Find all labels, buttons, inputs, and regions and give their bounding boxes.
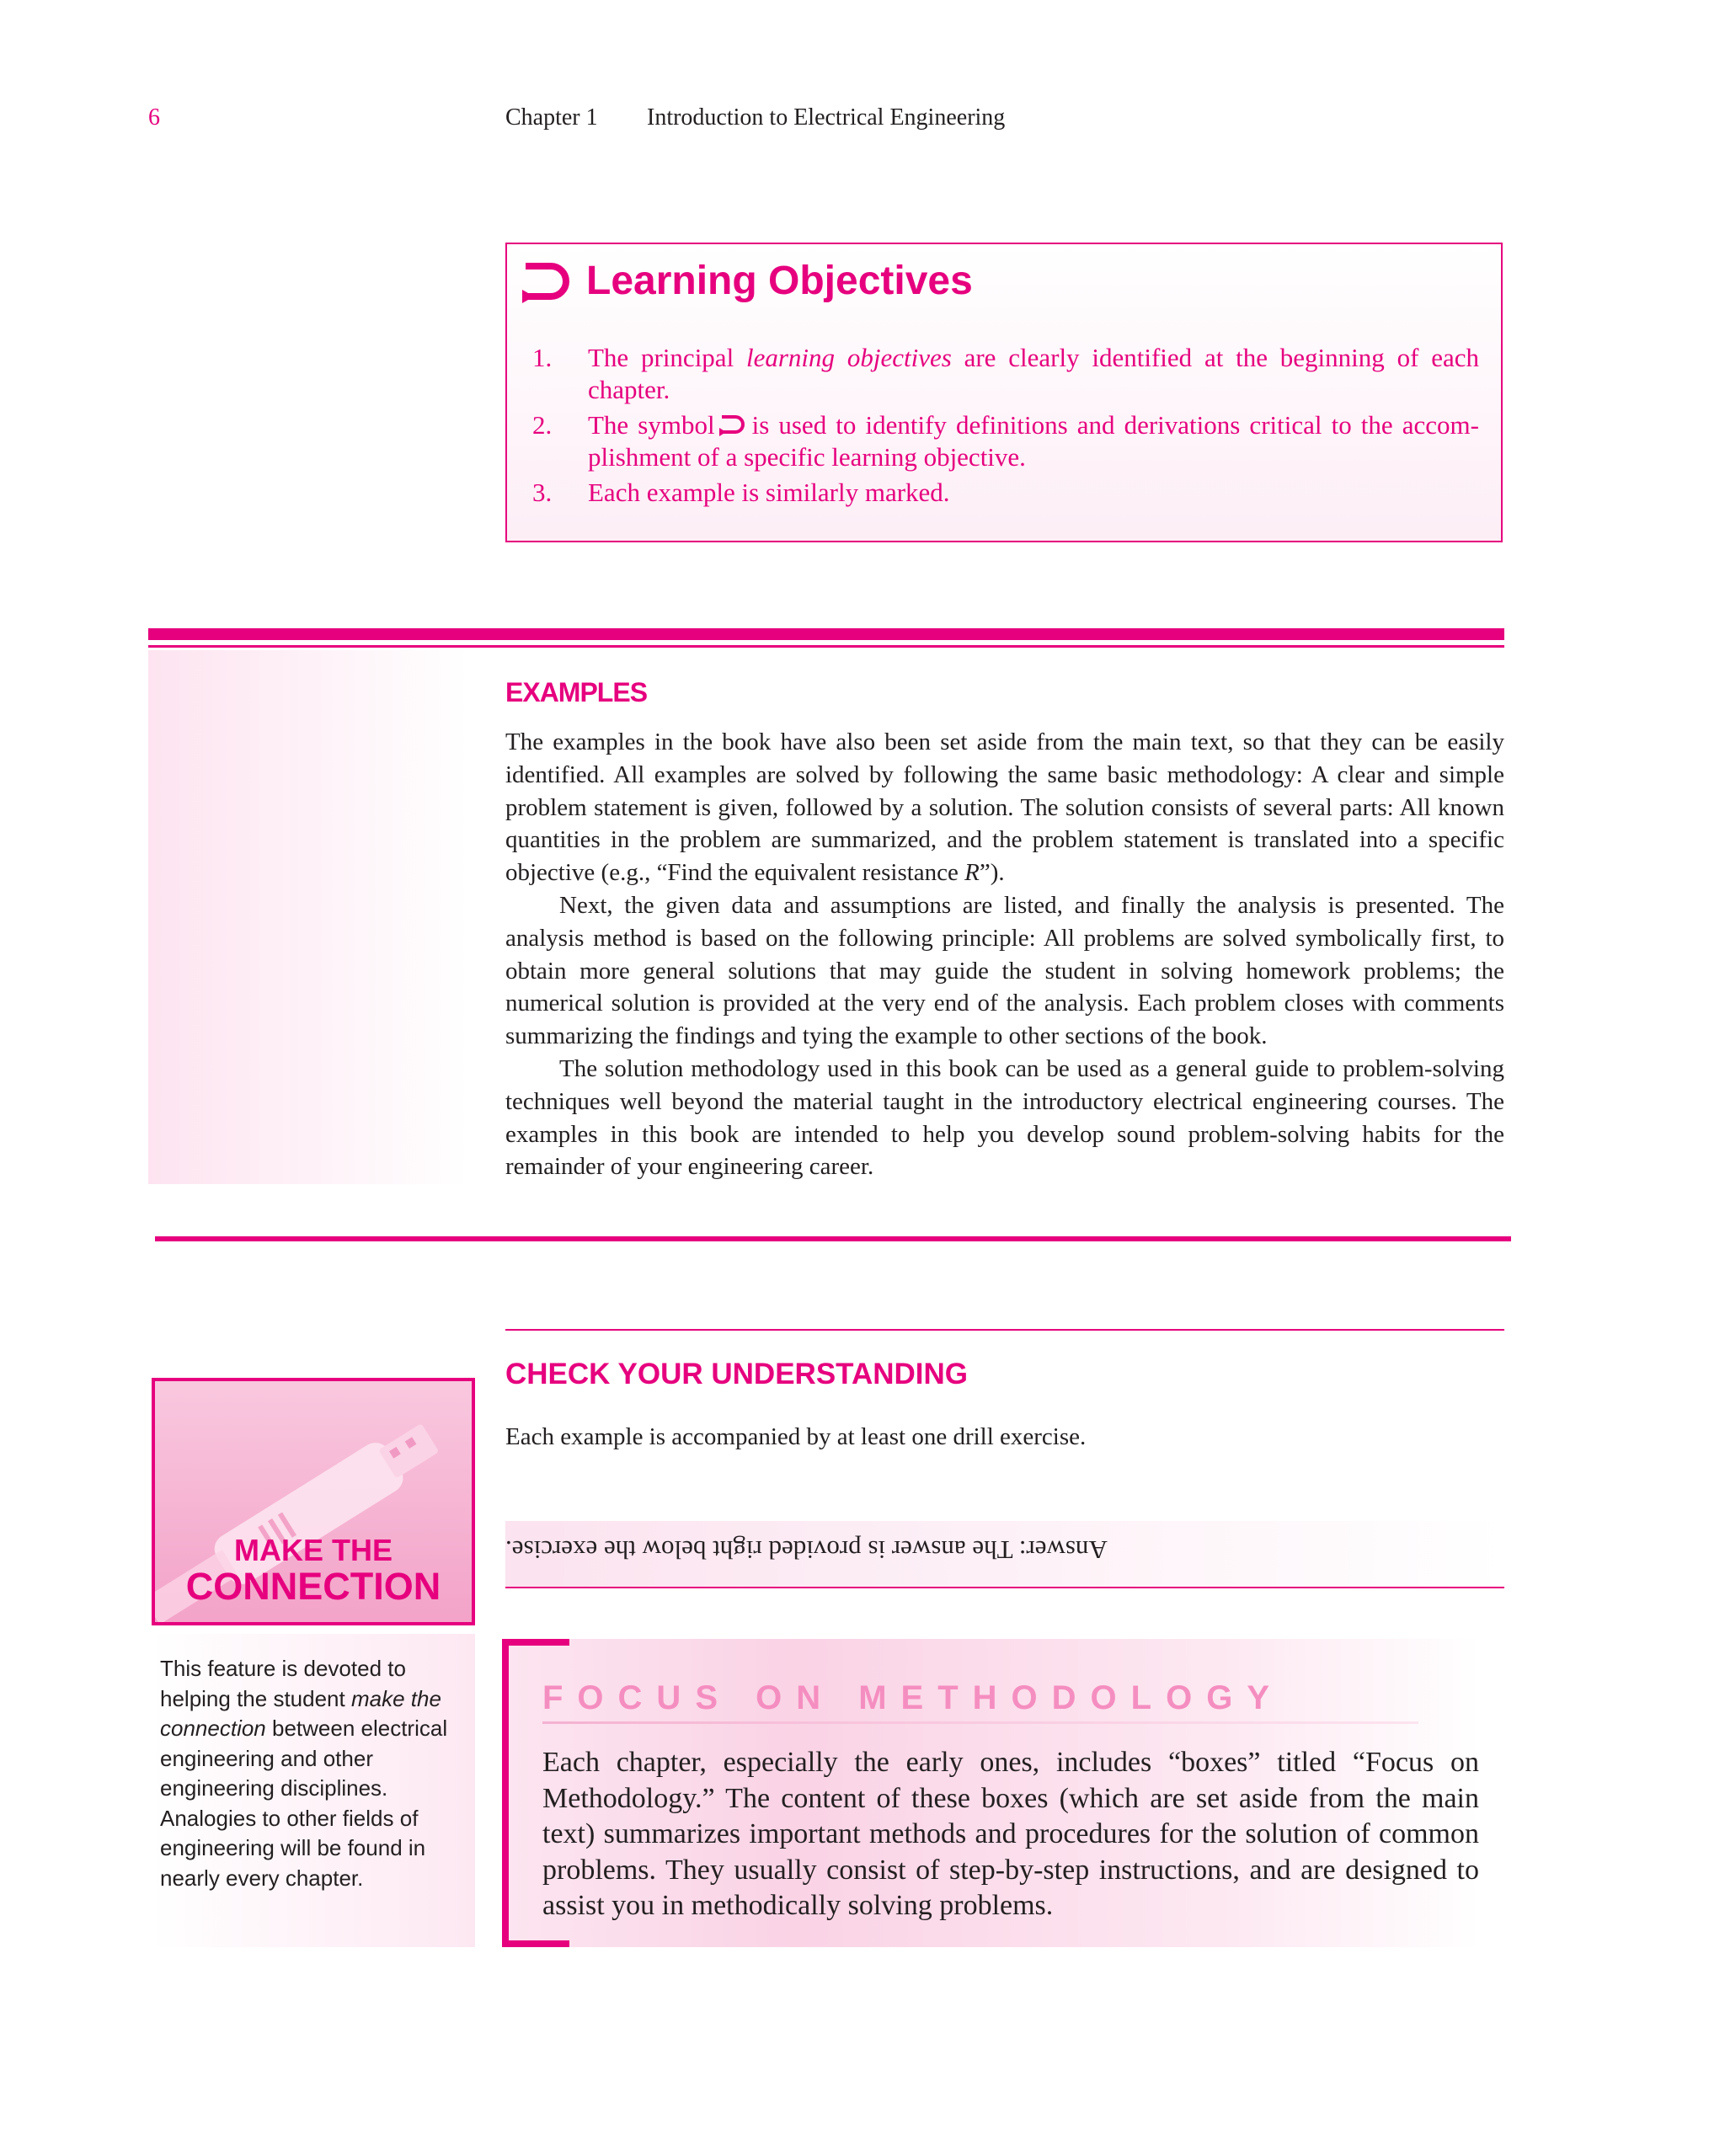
chapter-title: Introduction to Electrical Engineering [647,104,1006,131]
examples-margin-shade [148,650,468,1184]
focus-methodology-text: Each chapter, especially the early ones, includes “boxes” titled “Focus on Methodology.” The content of these boxes (which are set aside from the main text) summarizes important methods and procedures for the solution of common problems. They usually consist of step-by-step instructions, and are designed to assist you in methodically solving problems. [542,1747,1479,1921]
make-connection-text: This feature is devoted to helping the student make the connection between electrical engineering and other engineering disciplines. Analogies to other fields of engineering will be found in nearly every chapter. [160,1656,448,1891]
focus-methodology-bracket [502,1639,509,1947]
check-understanding-top-rule [505,1329,1504,1331]
page-number: 6 [148,104,160,131]
check-understanding-text: Each example is accompanied by at least one drill exercise. [505,1423,1087,1450]
examples-body [505,726,1504,1183]
curved-arrow-icon [718,412,749,437]
objective-text: The symbol is used to identify definitions and derivations critical to the accom-plishment of a specific learning objective. [588,410,1479,472]
curved-arrow-icon [522,256,574,307]
examples-paragraph: The examples in the book have also been set aside from the main text, so that they can be easily identified. All examples are solved by following the same basic methodology: A clear and simple problem statement is given, followed by a solution. The solution consists of several parts: All known quantities in the problem are summarized, and the problem statement is translated into a specific objective (e.g., “Find the equivalent resistance R”). [505,728,1504,887]
objective-number: 1. [532,343,553,372]
make-connection-title-line1: MAKE THE [234,1533,393,1567]
examples-bottom-rule [155,1236,1511,1241]
running-head [505,104,1005,131]
objective-text: Each example is similarly marked. [588,478,950,507]
objective-number: 3. [532,478,553,507]
learning-objectives-title: Learning Objectives [586,259,973,303]
examples-top-rule [148,628,1504,640]
focus-methodology-heading: FOCUS ON METHODOLOGY [542,1679,1284,1716]
make-connection-title-line2: CONNECTION [185,1565,441,1608]
examples-top-rule-thin [148,645,1504,648]
examples-paragraph: The solution methodology used in this book can be used as a general guide to problem-solving techniques well beyond the material taught in the introductory electrical engineering courses. The examples in this book are intended to help you develop sound problem-solving habits for the remainder of your engineering career. [505,1054,1504,1181]
answer-bottom-rule [505,1587,1504,1588]
objective-text: The principal learning objectives are clearly identified at the beginning of each chapter. [588,343,1479,404]
focus-methodology-bracket-bottom [502,1940,569,1947]
chapter-label: Chapter 1 [505,104,598,131]
examples-paragraph: Next, the given data and assumptions are listed, and finally the analysis is presented. The analysis method is based on the following principle: All problems are solved symbolically first, to obtain more general solutions that may guide the student in solving homework problems; the numerical solution is provided at the very end of the analysis. Each problem closes with comments summarizing the findings and tying the example to other sections of the book. [505,891,1504,1050]
answer-text-upside-down: Answer: The answer is provided right below the exercise. [505,1535,1108,1565]
examples-heading: EXAMPLES [505,677,648,707]
focus-methodology-rule [542,1721,1418,1724]
focus-methodology-bracket-top [502,1639,569,1646]
check-understanding-heading: CHECK YOUR UNDERSTANDING [505,1358,969,1390]
objective-number: 2. [532,410,553,440]
